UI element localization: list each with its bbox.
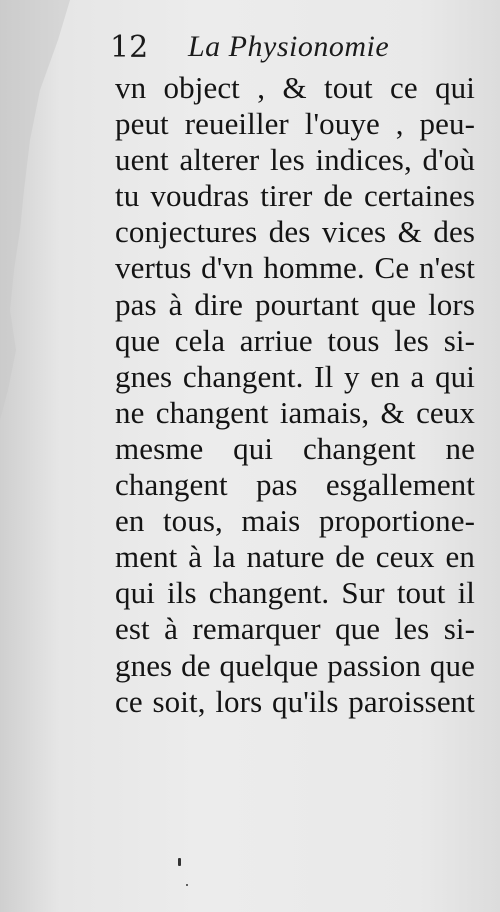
text-line: pas à dire pourtant que lors bbox=[115, 286, 475, 322]
text-line: gnes changent. Il y en a qui bbox=[115, 358, 475, 394]
text-line: conjectures des vices & des bbox=[115, 214, 475, 250]
text-line: qui ils changent. Sur tout il bbox=[115, 575, 475, 611]
body-text bbox=[115, 70, 475, 720]
ink-speck bbox=[186, 884, 188, 886]
text-line: gnes de quelque passion que bbox=[115, 647, 475, 683]
page-number: 12 bbox=[110, 30, 149, 65]
text-line: ment à la nature de ceux en bbox=[115, 539, 475, 575]
text-line: ne changent iamais, & ceux bbox=[115, 394, 475, 430]
text-line: peut reueiller l'ouye , peu- bbox=[115, 106, 475, 142]
text-line: vn object , & tout ce qui bbox=[115, 70, 475, 105]
text-line: que cela arriue tous les si- bbox=[115, 322, 475, 358]
text-line: ce soit, lors qu'ils paroissent bbox=[115, 683, 475, 719]
text-line: mesme qui changent ne bbox=[115, 430, 475, 466]
text-line: changent pas esgallement bbox=[115, 467, 475, 503]
text-line: en tous, mais proportione- bbox=[115, 503, 475, 539]
text-line: est à remarquer que les si- bbox=[115, 611, 475, 647]
text-line: vertus d'vn homme. Ce n'est bbox=[115, 250, 475, 286]
text-line: uent alterer les indices, d'où bbox=[115, 142, 475, 178]
page-header bbox=[110, 30, 470, 70]
ink-speck bbox=[178, 858, 181, 866]
running-title: La Physionomie bbox=[188, 30, 390, 63]
text-line: tu voudras tirer de certaines bbox=[115, 178, 475, 214]
